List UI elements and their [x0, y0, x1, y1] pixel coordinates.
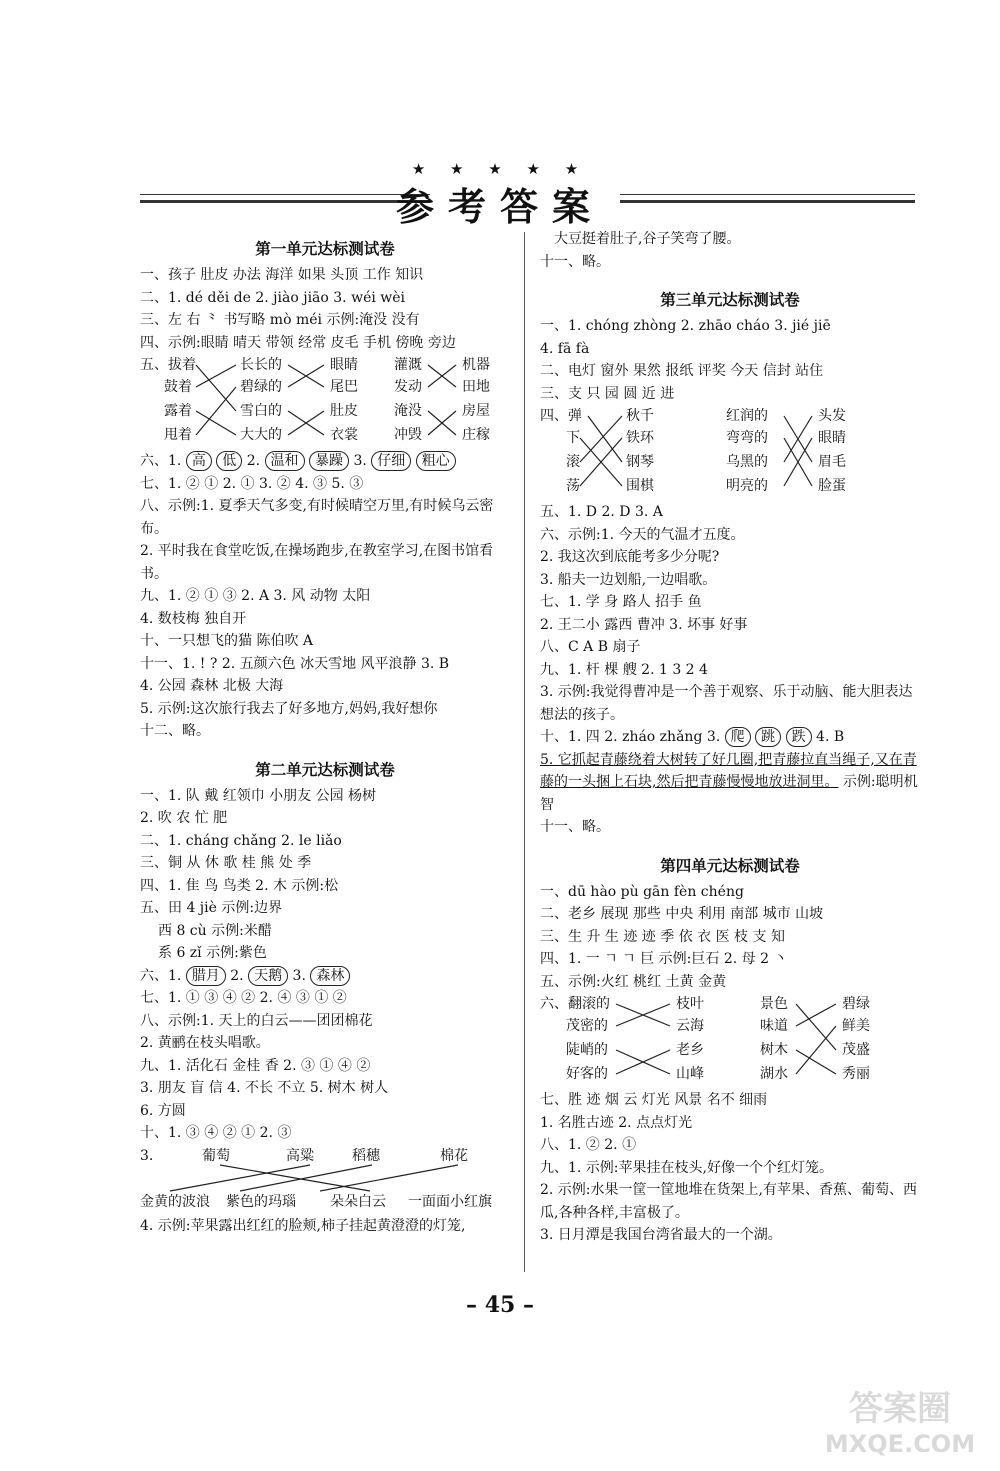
- answer-line: 3. 日月潭是我国台湾省最大的一个湖。: [540, 1227, 782, 1243]
- answer-line: 4. 公园 森林 北极 大海: [140, 678, 284, 694]
- match-item: 棉花: [440, 1147, 468, 1164]
- match-item: 发动: [394, 379, 422, 395]
- answer-line: 九、1. 示例:苹果挂在枝头,好像一个个红灯笼。: [540, 1159, 833, 1176]
- answer-line: 4. fā fà: [540, 340, 590, 357]
- match-item: 金黄的波浪: [140, 1193, 210, 1210]
- answer-line: 二、1. cháng chǎng 2. le liǎo: [140, 832, 342, 849]
- match-item: 大大的: [240, 427, 282, 443]
- match-item: 老乡: [676, 1042, 704, 1058]
- match-item: 弯弯的: [726, 430, 768, 446]
- svg-text:MXQE.COM: MXQE.COM: [824, 1430, 976, 1458]
- match-item: 葡萄: [202, 1147, 230, 1164]
- match-item: 秀丽: [842, 1066, 870, 1082]
- match-item: 鼓着: [164, 379, 192, 395]
- circled-answer: 高: [186, 451, 212, 471]
- answer-line: [540, 749, 920, 817]
- match-item: 明亮的: [726, 478, 768, 494]
- answer-line: 三、生 升 生 迹 迹 季 依 衣 医 枝 支 知: [540, 928, 785, 945]
- match-item: 稻穗: [352, 1147, 380, 1164]
- answer-line: 4. 数枝梅 独自开: [140, 610, 247, 627]
- answer-line: 四、1. 隹 鸟 鸟类 2. 木 示例:松: [140, 877, 339, 894]
- answer-line: 十、一只想飞的猫 陈伯吹 A: [140, 633, 314, 649]
- matching-exercise-u3: [540, 405, 920, 501]
- watermark-logo: [810, 1380, 990, 1460]
- circled-answer: 跌: [786, 727, 812, 747]
- match-item: 紫色的玛瑙: [226, 1193, 296, 1210]
- circled-answer: 温和: [265, 451, 305, 471]
- answer-line: 大豆挺着肚子,谷子笑弯了腰。: [554, 231, 741, 247]
- answer-line: 十、1. ③ ④ ② ① 2. ③: [140, 1125, 292, 1141]
- match-item: 荡: [566, 478, 580, 494]
- item-number: 4. B: [816, 729, 845, 745]
- answer-line: 西 8 cù 示例:米醋: [158, 922, 272, 939]
- match-item: 露着: [164, 403, 192, 419]
- match-item: 下: [566, 430, 580, 446]
- item-number: 十、1. 四 2. zháo zhǎng 3.: [540, 729, 721, 745]
- match-item: 房屋: [462, 403, 490, 419]
- answer-line: 四、示例:眼睛 晴天 带领 经常 皮毛 手机 傍晚 旁边: [140, 334, 456, 351]
- match-item: 山峰: [676, 1066, 704, 1082]
- answer-line: 四、1. 一 ㄱ ㄱ 巨 示例:巨石 2. 母 2 丶: [540, 951, 788, 967]
- answer-line: 一、1. chóng zhòng 2. zhāo cháo 3. jié jiē: [540, 318, 831, 334]
- circled-answer: 粗心: [416, 451, 456, 471]
- matching-exercise-u2: [140, 1145, 510, 1215]
- answer-line: 2. 我这次到底能考多少分呢?: [540, 549, 720, 565]
- answer-line: 二、电灯 窗外 果然 报纸 评奖 今天 信封 站住: [540, 363, 824, 379]
- match-item: 长长的: [240, 357, 282, 373]
- match-item: 碧绿: [842, 996, 870, 1012]
- match-item: 秋千: [626, 408, 654, 424]
- answer-line: 九、1. 杆 棵 艘 2. 1 3 2 4: [540, 661, 708, 678]
- answer-line: 十二、略。: [140, 723, 210, 739]
- match-item: 围棋: [626, 478, 654, 494]
- answer-line: 一、1. 队 戴 红领巾 小朋友 公园 杨树: [140, 787, 377, 804]
- answer-line: [140, 965, 510, 988]
- matching-exercise-u4: [540, 993, 920, 1089]
- matching-exercise-u1: [140, 354, 510, 450]
- answer-line: 一、dū hào pù gān fèn chéng: [540, 883, 744, 900]
- circled-answer: 跳: [755, 727, 781, 747]
- item-number: 2.: [230, 967, 244, 984]
- answer-line: 3. 船夫一边划船,一边唱歌。: [540, 571, 717, 588]
- answer-line: 八、示例:1. 夏季天气多变,有时候晴空万里,有时候乌云密布。: [140, 498, 494, 537]
- item-number: 六、1.: [140, 967, 182, 984]
- match-item: 淹没: [394, 403, 422, 419]
- underlined-answer: 5. 它抓起青藤绕着大树转了好几圈,把青藤拉直当绳子,又在青藤的一头捆上石块,然后把青藤慢慢地放进洞里。: [540, 751, 917, 790]
- answer-line: 五、1. D 2. D 3. A: [540, 504, 663, 520]
- right-column: [540, 228, 920, 1247]
- page-number: – 45 –: [466, 1292, 534, 1318]
- answer-line: 八、C A B 扇子: [540, 639, 641, 655]
- match-item: 钢琴: [626, 454, 654, 470]
- answer-line: 2. 王二小 露西 曹冲 3. 坏事 好事: [540, 616, 748, 633]
- example-answer: 示例:聪明机智: [540, 774, 918, 813]
- match-item: 灌溉: [394, 357, 422, 373]
- match-item: 枝叶: [676, 996, 704, 1012]
- match-item: 红润的: [726, 408, 768, 424]
- circled-answer: 森林: [310, 966, 350, 986]
- answer-line: 三、铜 从 休 歌 桂 熊 处 季: [140, 855, 312, 871]
- match-item: 一面面小红旗: [408, 1193, 492, 1210]
- answer-line: 五、示例:火红 桃红 土黄 金黄: [540, 973, 727, 990]
- answer-line: 3. 朋友 盲 信 4. 不长 不立 5. 树木 树人: [140, 1080, 389, 1096]
- circled-answer: 腊月: [186, 966, 226, 986]
- match-item: 鲜美: [842, 1018, 870, 1034]
- match-item: 高粱: [286, 1147, 314, 1164]
- answer-line: 4. 示例:苹果露出红红的脸颊,柿子挂起黄澄澄的灯笼,: [140, 1217, 466, 1234]
- match-item: 庄稼: [462, 427, 490, 443]
- answer-line: 七、1. ② ① 2. ① 3. ② 4. ③ 5. ③: [140, 475, 364, 492]
- match-item: 铁环: [626, 430, 654, 446]
- match-item: 树木: [760, 1042, 788, 1058]
- circled-answer: 低: [216, 451, 242, 471]
- circled-answer: 天鹅: [248, 966, 288, 986]
- answer-line: 八、1. ② 2. ①: [540, 1137, 637, 1153]
- answer-line: [540, 726, 920, 749]
- match-item: 云海: [676, 1018, 704, 1034]
- match-item: 五、拔着: [140, 357, 196, 373]
- answer-line: 八、示例:1. 天上的白云——团团棉花: [140, 1012, 373, 1029]
- match-item: 眼睛: [818, 430, 846, 446]
- match-item: 冲毁: [394, 427, 422, 443]
- circled-answer: 暴躁: [309, 451, 349, 471]
- answer-line: 三、左 右 ⺀ 书写略 mò méi 示例:淹没 没有: [140, 312, 420, 328]
- answer-line: 七、1. ① ③ ④ ② 2. ④ ③ ① ②: [140, 990, 347, 1006]
- match-item-number: 3.: [140, 1147, 154, 1164]
- match-item: 好客的: [566, 1066, 608, 1082]
- match-item: 脸蛋: [818, 478, 846, 494]
- match-item: 滚: [566, 454, 580, 470]
- match-item: 味道: [760, 1018, 788, 1034]
- answer-line: 六、示例:1. 今天的气温才五度。: [540, 526, 745, 543]
- answer-line: 十一、略。: [540, 819, 610, 835]
- answer-line: 七、1. 学 身 路人 招手 鱼: [540, 594, 702, 610]
- match-item: 陡峭的: [566, 1042, 608, 1058]
- answer-line: 2. 黄鹂在枝头唱歌。: [140, 1035, 270, 1051]
- match-item: 朵朵白云: [330, 1193, 386, 1210]
- circled-answer: 爬: [725, 727, 751, 747]
- item-number: 2.: [246, 453, 261, 469]
- answer-line: 七、胜 迹 烟 云 灯光 风景 名不 细雨: [540, 1092, 768, 1108]
- item-number: 六、1.: [140, 453, 182, 469]
- match-item: 衣裳: [330, 427, 358, 443]
- match-item: 碧绿的: [240, 379, 282, 395]
- match-item: 眼睛: [330, 357, 358, 373]
- answer-line: 一、孩子 肚皮 办法 海洋 如果 头顶 工作 知识: [140, 267, 424, 283]
- answer-line: 二、1. dé děi de 2. jiào jiāo 3. wéi wèi: [140, 289, 406, 306]
- match-item: 头发: [818, 408, 846, 424]
- match-item: 四、弹: [540, 408, 582, 424]
- match-item: 机器: [462, 357, 490, 373]
- column-divider: [524, 232, 525, 1272]
- match-item: 乌黑的: [726, 454, 768, 470]
- match-item: 茂盛: [842, 1042, 870, 1058]
- answer-line: 二、老乡 展现 那些 中央 利用 南部 城市 山坡: [540, 906, 824, 922]
- item-number: 3.: [353, 453, 367, 469]
- answer-line: 九、1. ② ① ③ 2. A 3. 风 动物 太阳: [140, 588, 371, 604]
- circled-answer: 仔细: [371, 451, 411, 471]
- section-title-unit1: 第一单元达标测试卷: [255, 239, 395, 258]
- answer-line: 系 6 zǐ 示例:紫色: [158, 945, 267, 961]
- match-item: 景色: [760, 996, 788, 1012]
- match-item: 甩着: [164, 427, 192, 443]
- match-item: 尾巴: [330, 379, 358, 395]
- answer-line: 1. 名胜古迹 2. 点点灯光: [540, 1114, 693, 1131]
- svg-text:答案圈: 答案圈: [849, 1389, 951, 1429]
- answer-line: 2. 示例:水果一筐一筐地堆在货架上,有苹果、香蕉、葡萄、西瓜,各种各样,丰富极了。: [540, 1182, 917, 1221]
- answer-line: 5. 示例:这次旅行我去了好多地方,妈妈,我好想你: [140, 700, 438, 717]
- left-column: [140, 228, 510, 1237]
- answer-line: 三、支 只 园 圆 近 进: [540, 385, 675, 402]
- title-stars: ★ ★ ★ ★ ★: [411, 160, 589, 178]
- match-item: 湖水: [760, 1066, 788, 1082]
- answer-line: 十一、略。: [540, 253, 610, 270]
- page-title: 参考答案: [395, 184, 604, 229]
- answer-line: 九、1. 活化石 金桂 香 2. ③ ① ④ ②: [140, 1057, 371, 1074]
- section-title-unit4: 第四单元达标测试卷: [660, 855, 800, 875]
- answer-line: [140, 450, 510, 473]
- match-item: 六、翻滚的: [540, 996, 610, 1012]
- answer-line: 2. 平时我在食堂吃饭,在操场跑步,在教室学习,在图书馆看书。: [140, 543, 494, 582]
- match-item: 肚皮: [330, 403, 358, 419]
- match-item: 眉毛: [818, 454, 846, 470]
- answer-line: 十一、1. ! ? 2. 五颜六色 冰天雪地 风平浪静 3. B: [140, 655, 450, 672]
- answer-line: 五、田 4 jiè 示例:边界: [140, 900, 283, 916]
- match-item: 雪白的: [240, 403, 282, 419]
- answer-line: 3. 示例:我觉得曹冲是一个善于观察、乐于动脑、能大胆表达想法的孩子。: [540, 684, 913, 723]
- answer-line: 2. 吹 农 忙 肥: [140, 810, 228, 826]
- answer-line: 6. 方圆: [140, 1102, 186, 1119]
- item-number: 3.: [292, 967, 306, 984]
- match-item: 茂密的: [566, 1018, 608, 1034]
- section-title-unit3: 第三单元达标测试卷: [660, 290, 800, 309]
- match-item: 田地: [462, 379, 490, 395]
- section-title-unit2: 第二单元达标测试卷: [255, 759, 395, 779]
